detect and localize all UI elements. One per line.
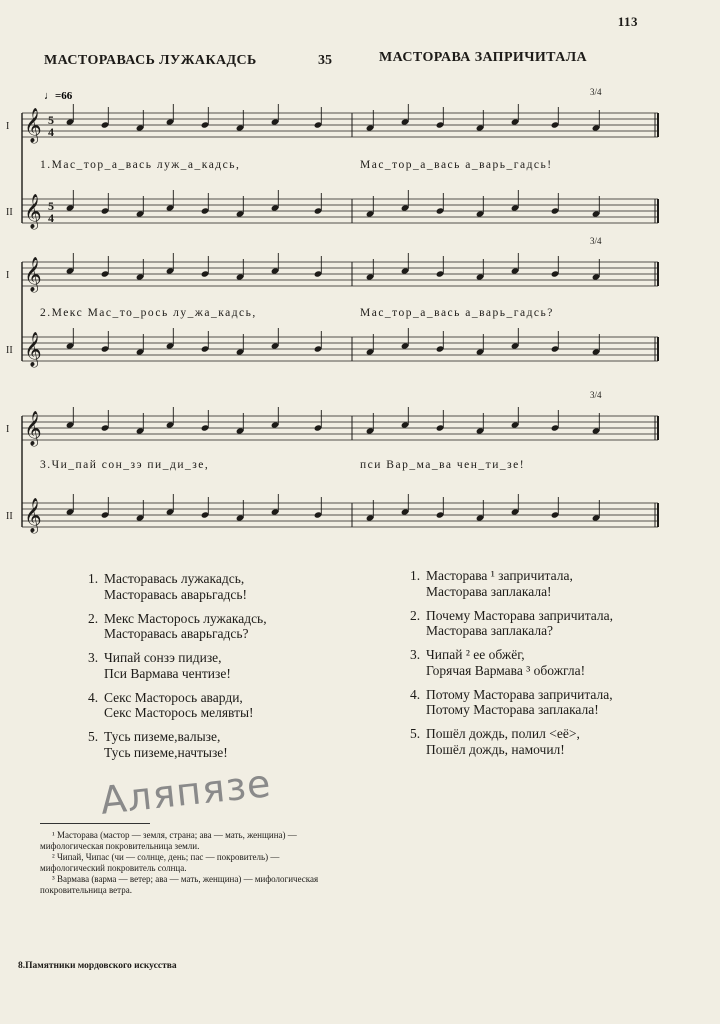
- part-label: I: [6, 121, 10, 132]
- staff-upper: [22, 108, 658, 144]
- lyric-line: 3.Чи_пай сон_зэ пи_ди_зе,: [40, 459, 210, 471]
- verses-mordvin: [88, 571, 388, 769]
- notes-lower: [66, 328, 601, 356]
- verse: 4. Потому Масторава запричитала, Потому Масторава заплакала!: [410, 686, 613, 717]
- music-score: [0, 80, 720, 550]
- part-label: II: [6, 207, 13, 218]
- time-signature: 4: [48, 211, 54, 225]
- footnote-divider: [40, 823, 150, 824]
- notes-lower: [66, 494, 601, 522]
- verse: 3. Чипай ² ее обжёг, Горячая Вармава ³ обожгла!: [410, 647, 586, 678]
- footnote: ¹ Масторава (мастор — земля, страна; ава — мать, женщина) — мифологическая покровительница земли.: [40, 830, 297, 851]
- lyric-line: Мас_тор_а_вась а_варь_гадсь?: [360, 307, 554, 319]
- tempo-marking: ♩=66: [44, 90, 73, 102]
- footnotes: [40, 830, 340, 896]
- handwritten-note: Аляпязе: [98, 761, 274, 823]
- treble-clef-icon: 𝄞: [24, 332, 42, 367]
- verse: 5. Тусь пиземе,валызе, Тусь пиземе,начтызе!: [88, 729, 228, 760]
- verse: 2. Почему Масторава запричитала, Масторава заплакала?: [410, 607, 614, 638]
- treble-clef-icon: 𝄞: [24, 194, 42, 229]
- page-number: 113: [617, 14, 638, 29]
- footnote: ² Чипай, Чипас (чи — солнце, день; пас — покровитель) — мифологический покровитель солнца.: [40, 852, 280, 873]
- meter-change: 3/4: [590, 236, 602, 246]
- part-label: II: [6, 511, 13, 522]
- notes-lower: [66, 190, 601, 218]
- song-title-russian: МАСТОРАВА ЗАПРИЧИТАЛА: [379, 50, 588, 65]
- verse: 5. Пошёл дождь, полил <её>, Пошёл дождь, намочил!: [410, 726, 580, 757]
- staff-lower: [22, 332, 658, 368]
- meter-change: 3/4: [590, 390, 602, 400]
- part-label: II: [6, 345, 13, 356]
- staff-upper: [22, 411, 658, 447]
- time-signature: 5: [48, 199, 54, 213]
- footnote: ³ Вармава (варма — ветер; ава — мать, женщина) — мифологическая покровительница ветра.: [40, 874, 319, 895]
- verses-russian: [410, 568, 710, 766]
- meter-change: 3/4: [590, 87, 602, 97]
- lyric-line: Мас_тор_а_вась а_варь_гадсь!: [360, 159, 553, 171]
- song-title-mordvin: МАСТОРАВАСЬ ЛУЖАКАДСЬ: [44, 53, 257, 68]
- staff-lower: [22, 498, 658, 534]
- part-label: I: [6, 424, 10, 435]
- verse: 4. Секс Масторось аварди, Секс Масторось мелявты!: [88, 689, 254, 720]
- lyric-line: пси Вар_ма_ва чен_ти_зе!: [360, 459, 526, 471]
- time-signature: 5: [48, 113, 54, 127]
- staff-upper: [22, 257, 658, 293]
- lyric-line: 1.Мас_тор_а_вась луж_а_кадсь,: [40, 159, 241, 171]
- notes-upper: [66, 104, 601, 132]
- staff-lower: [22, 194, 658, 230]
- notes-upper: [66, 407, 601, 435]
- treble-clef-icon: 𝄞: [24, 411, 42, 446]
- time-signature: 4: [48, 125, 54, 139]
- part-label: I: [6, 270, 10, 281]
- lyric-line: 2.Мекс Мас_то_рось лу_жа_кадсь,: [40, 307, 257, 319]
- song-number: 35: [318, 53, 332, 68]
- verse: 1. Масторавась лужакадсь, Масторавась аварьгадсь!: [88, 571, 248, 602]
- treble-clef-icon: 𝄞: [24, 498, 42, 533]
- verse: 3. Чипай сонзэ пидизе, Пси Вармава чентизе!: [88, 650, 231, 681]
- notes-upper: [66, 253, 601, 281]
- treble-clef-icon: 𝄞: [24, 257, 42, 292]
- page-footer: 8.Памятники мордовского искусства: [18, 961, 177, 971]
- verse: 1. Масторава ¹ запричитала, Масторава заплакала!: [410, 568, 573, 599]
- verse: 2. Мекс Масторось лужакадсь, Масторавась аварьгадсь?: [88, 610, 267, 641]
- treble-clef-icon: 𝄞: [24, 108, 42, 143]
